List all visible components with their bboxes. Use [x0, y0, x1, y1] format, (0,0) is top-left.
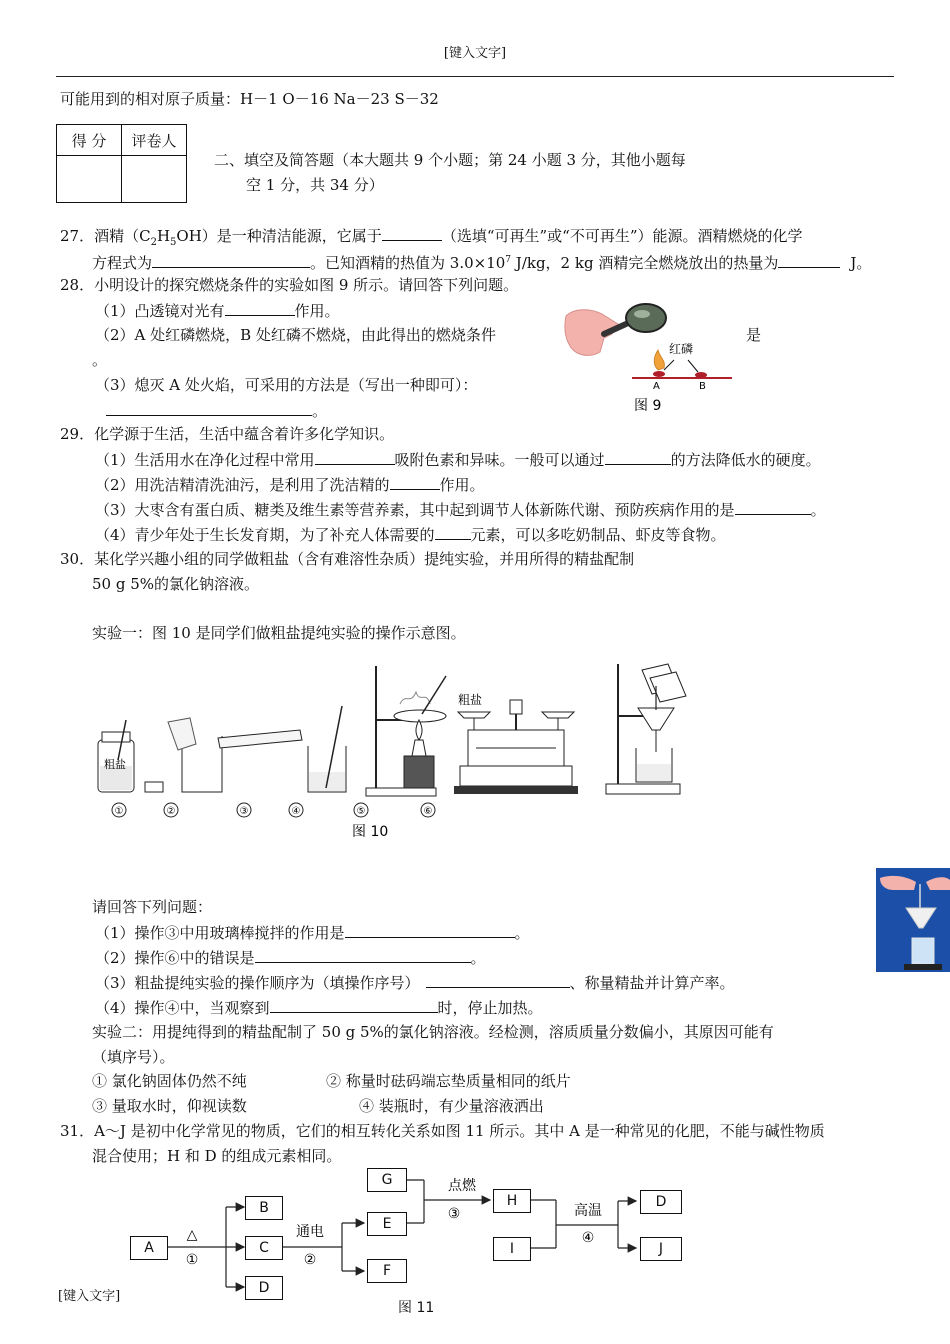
q29-part1: [95, 449, 821, 470]
node-i: I: [493, 1237, 531, 1261]
fig9-label-b: B: [699, 381, 706, 392]
q27-sup7: 7: [505, 255, 512, 265]
flame-icon: [654, 350, 664, 370]
beaker-weighing: [168, 718, 302, 792]
q30-option-3: ③ 量取水时，仰视读数: [92, 1097, 247, 1115]
q30-part1: [95, 922, 530, 943]
evaporation-stand: [366, 666, 446, 796]
q28-part1: [95, 300, 340, 321]
cond-ignite: 点燃: [448, 1178, 476, 1194]
node-a: A: [130, 1236, 168, 1260]
q28-blank-1[interactable]: [225, 300, 295, 316]
q30-stem-line2: 50 g 5%的氯化钠溶液。: [92, 575, 260, 593]
q27-text-b: H: [156, 227, 171, 245]
lens-glare: [634, 310, 650, 318]
step-3: ③: [239, 806, 249, 817]
cond-high-temp: 高温: [574, 1203, 602, 1219]
q30-blank-3[interactable]: [426, 972, 570, 988]
q27-text-a: 27．酒精（C: [60, 227, 151, 245]
filtration-setup: [606, 664, 686, 794]
reagent-jar: [98, 720, 134, 792]
node-e: E: [367, 1212, 407, 1236]
q28-part2: （2）A 处红磷燃烧，B 处红磷不燃烧，由此得出的燃烧条件: [95, 326, 496, 344]
fig9-label-a: A: [653, 381, 660, 392]
q29-p1b: 吸附色素和异味。一般可以通过: [394, 451, 605, 469]
q30-p3a: （3）粗盐提纯实验的操作顺序为（填操作序号）: [95, 974, 420, 992]
q30-blank-1[interactable]: [345, 922, 515, 938]
fig9-caption: 图 9: [634, 398, 662, 414]
phosphorus-a: [653, 371, 665, 377]
grader-header: 评卷人: [122, 125, 187, 156]
q27-text-f: 。已知酒精的热值为 3.0×10: [310, 254, 506, 272]
score-cell[interactable]: [57, 156, 122, 203]
magnifying-lens: [626, 304, 666, 332]
cond-heat: △: [186, 1227, 198, 1243]
label-pointer-b: [688, 360, 698, 372]
balance-label: 粗盐: [458, 693, 483, 707]
q27-blank-2[interactable]: [152, 252, 310, 268]
node-f: F: [367, 1259, 407, 1283]
q29-p2a: （2）用洗洁精清洗油污，是利用了洗洁精的: [95, 476, 390, 494]
step-6: ⑥: [423, 806, 433, 817]
q31-stem-line1: 31．A～J 是初中化学常见的物质，它们的相互转化关系如图 11 所示。其中 A 是一种常见的化肥，不能与碱性物质: [60, 1122, 825, 1140]
q28-p1a: （1）凸透镜对光有: [95, 302, 225, 320]
figure-10: [90, 660, 690, 845]
q30-p2b: 。: [470, 949, 486, 967]
step-5: ⑤: [356, 806, 366, 817]
q29-p4b: 元素，可以多吃奶制品、虾皮等食物。: [470, 526, 726, 544]
node-c: C: [245, 1236, 283, 1260]
q27-line2: [92, 250, 871, 273]
q30-p4b: 时，停止加热。: [437, 999, 543, 1017]
q27-text-d: （选填“可再生”或“不可再生”）能源。酒精燃烧的化学: [441, 227, 803, 245]
page-footer: [键入文字]: [58, 1289, 121, 1304]
balance: [454, 692, 578, 794]
q27-text-g: J/kg，2 kg 酒精完全燃烧放出的热量为: [511, 254, 779, 272]
q28-part3: （3）熄灭 A 处火焰，可采用的方法是（写出一种即可）：: [95, 376, 478, 394]
q30-stem-line1: 30．某化学兴趣小组的同学做粗盐（含有难溶性杂质）提纯实验，并用所得的精盐配制: [60, 550, 635, 568]
q28-part3-answer: [106, 400, 327, 421]
cond-electrolysis: 通电: [296, 1224, 324, 1240]
q29-stem: 29．化学源于生活，生活中蕴含着许多化学知识。: [60, 425, 395, 443]
filtration-photo: [876, 868, 950, 972]
q30-blank-4[interactable]: [270, 997, 438, 1013]
q30-part2: [95, 947, 486, 968]
q29-p3b: 。: [810, 501, 826, 519]
q27-sub5: 5: [170, 237, 177, 248]
node-j: J: [640, 1237, 682, 1261]
q27-blank-3[interactable]: [778, 252, 840, 268]
q27-text-c: OH）是一种清洁能源，它属于: [176, 227, 382, 245]
score-table: [56, 124, 187, 203]
q30-part4: [95, 997, 543, 1018]
stopper: [145, 782, 163, 792]
fig9-label-phosphorus: 红磷: [669, 342, 694, 356]
q30-p4a: （4）操作④中，当观察到: [95, 999, 270, 1017]
page-header: [键入文字]: [443, 46, 507, 61]
q27-blank-1[interactable]: [382, 225, 442, 241]
q29-p1a: （1）生活用水在净化过程中常用: [95, 451, 315, 469]
q30-experiment1: 实验一：图 10 是同学们做粗盐提纯实验的操作示意图。: [92, 624, 466, 642]
q29-blank-4[interactable]: [735, 499, 811, 515]
step-2: ②: [166, 806, 176, 817]
q28-part2-end: 是: [746, 326, 762, 344]
q29-part4: [95, 524, 726, 545]
q29-blank-2[interactable]: [605, 449, 671, 465]
q29-part2: [95, 474, 485, 495]
q30-option-1: ① 氯化钠固体仍然不纯: [92, 1072, 247, 1090]
q28-blank-3[interactable]: [106, 400, 312, 416]
q28-part2-period: 。: [92, 351, 108, 369]
q30-experiment2-fill: （填序号）。: [92, 1048, 175, 1066]
q29-blank-1[interactable]: [315, 449, 395, 465]
step-numbers: [112, 803, 435, 817]
q30-p3b: 、称量精盐并计算产率。: [569, 974, 735, 992]
q27-line1: [60, 225, 803, 253]
node-b: B: [245, 1196, 283, 1220]
q29-p3a: （3）大枣含有蛋白质、糖类及维生素等营养素，其中起到调节人体新陈代谢、预防疾病作用的是: [95, 501, 735, 519]
q29-part3: [95, 499, 826, 520]
q30-option-4: ④ 装瓶时，有少量溶液洒出: [359, 1097, 544, 1115]
jar-label: 粗盐: [104, 758, 126, 771]
q27-text-h: J。: [850, 254, 872, 272]
q29-p1c: 的方法降低水的硬度。: [670, 451, 821, 469]
figure-11-connectors: [120, 1160, 720, 1320]
q30-ask: 请回答下列问题：: [92, 898, 213, 916]
q29-p2b: 作用。: [439, 476, 485, 494]
section-title-line2: 空 1 分，共 34 分）: [246, 176, 384, 194]
q30-p1a: （1）操作③中用玻璃棒搅拌的作用是: [95, 924, 345, 942]
q29-blank-3[interactable]: [390, 474, 440, 490]
section-title-line1: 二、填空及简答题（本大题共 9 个小题；第 24 小题 3 分，其他小题每: [214, 151, 686, 169]
q27-text-e: 方程式为: [92, 254, 153, 272]
beaker-stirring: [308, 706, 346, 792]
q30-option-2: ② 称量时砝码端忘垫质量相同的纸片: [326, 1072, 571, 1090]
q30-blank-2[interactable]: [255, 947, 471, 963]
q28-p3b: 。: [312, 402, 328, 420]
fig11-caption: 图 11: [398, 1300, 435, 1316]
node-d-1: D: [245, 1276, 283, 1300]
atomic-mass-line: 可能用到的相对原子质量：H－1 O－16 Na－23 S－32: [60, 90, 439, 108]
q30-p2a: （2）操作⑥中的错误是: [95, 949, 255, 967]
grader-cell[interactable]: [122, 156, 187, 203]
node-h: H: [493, 1189, 531, 1213]
q28-p1b: 作用。: [294, 302, 340, 320]
step-4: ④: [291, 806, 301, 817]
q31-stem-line2: 混合使用；H 和 D 的组成元素相同。: [92, 1147, 342, 1165]
header-rule: [56, 76, 894, 77]
q30-p1b: 。: [514, 924, 530, 942]
fig10-caption: 图 10: [352, 824, 389, 840]
cond-num-2: ②: [303, 1252, 317, 1268]
q30-experiment2: 实验二：用提纯得到的精盐配制了 50 g 5%的氯化钠溶液。经检测，溶质质量分数偏小，其原因可能有: [92, 1023, 774, 1041]
q29-blank-5[interactable]: [435, 524, 471, 540]
cond-num-3: ③: [447, 1206, 461, 1222]
q30-part3: [95, 972, 735, 993]
step-1: ①: [114, 806, 124, 817]
q28-stem: 28．小明设计的探究燃烧条件的实验如图 9 所示。请回答下列问题。: [60, 276, 519, 294]
cond-num-1: ①: [185, 1252, 199, 1268]
node-d-2: D: [640, 1190, 682, 1214]
figure-9: [560, 298, 740, 418]
q27-sub2: 2: [150, 237, 157, 248]
node-g: G: [367, 1168, 407, 1192]
q29-p4a: （4）青少年处于生长发育期，为了补充人体需要的: [95, 526, 435, 544]
score-header: 得 分: [57, 125, 122, 156]
cond-num-4: ④: [581, 1230, 595, 1246]
label-pointer-a: [664, 360, 674, 370]
